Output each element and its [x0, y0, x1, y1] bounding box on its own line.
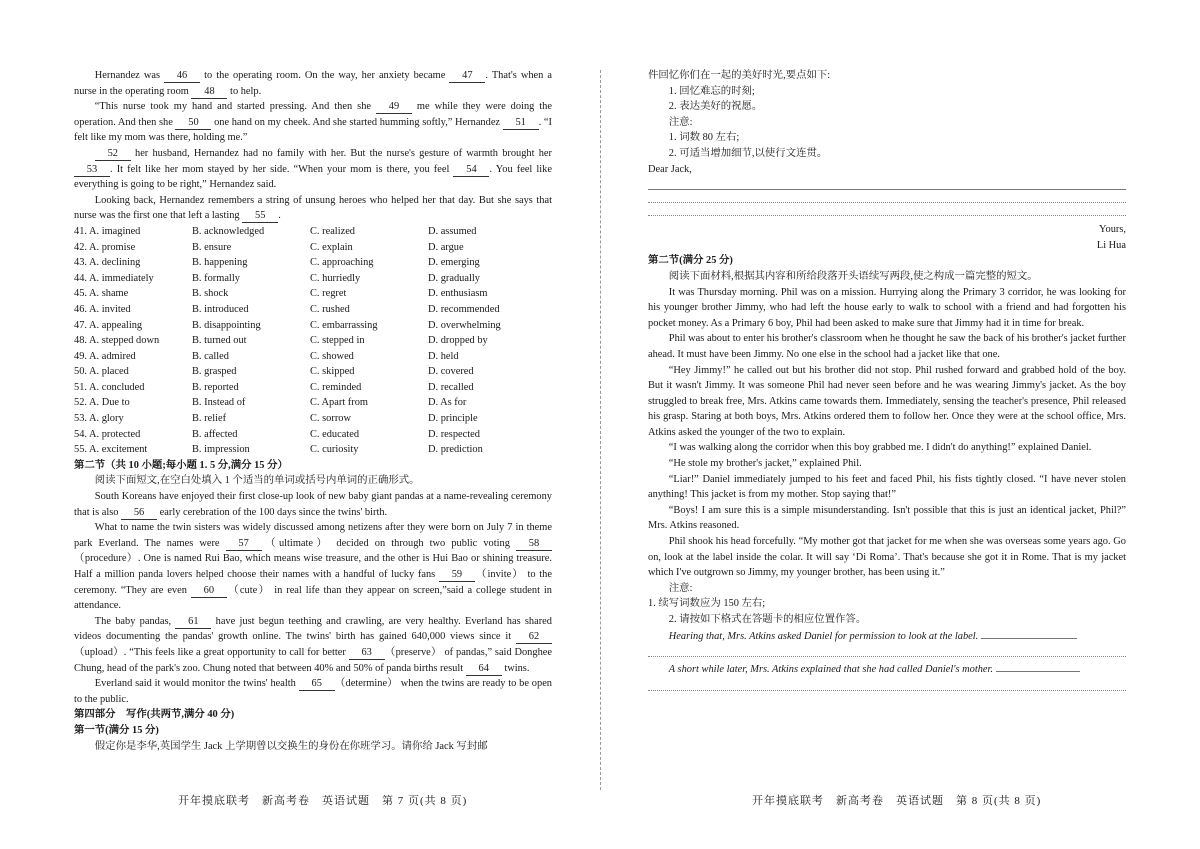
cloze-paragraph	[74, 68, 552, 99]
story-paragraph: “I was walking along the corridor when this boy grabbed me. I didn't do anything!” explained Daniel.	[668, 442, 1092, 454]
option-choice: D. respected	[428, 428, 480, 440]
option-choice: 46. A. invited	[74, 303, 131, 315]
writing-line	[996, 661, 1080, 672]
option-row	[74, 427, 552, 443]
paragraph-text: one hand on my cheek. And she started humming softly,” Hernandez	[211, 116, 503, 128]
paragraph-text: South Koreans have enjoyed their first close-up look of new baby giant pandas at a name-revealing ceremony that is also	[74, 491, 552, 518]
option-choice: C. explain	[310, 241, 353, 253]
option-choice: D. principle	[428, 413, 478, 425]
option-row	[74, 318, 552, 334]
paragraph-text: her husband, Hernandez had no family with her. But the nurse's gesture of warmth brought her	[130, 147, 552, 159]
note-label: 注意:	[668, 582, 693, 594]
blank-number: 62	[516, 631, 552, 644]
option-choice: 51. A. concluded	[74, 381, 145, 393]
option-choice: B. relief	[192, 413, 227, 425]
section-heading: 第二节(满分 25 分)	[648, 255, 733, 267]
grammar-paragraph	[74, 489, 552, 520]
option-choice: 42. A. promise	[74, 241, 136, 253]
part-heading: 第四部分 写作(共两节,满分 40 分)	[74, 709, 235, 721]
paragraph-text: （cute） in real life than they appear on screen,”said a college student in attendance.	[74, 584, 552, 612]
note-label: 注意:	[668, 116, 693, 128]
option-choice: B. turned out	[192, 335, 247, 347]
option-choice: B. happening	[192, 257, 248, 269]
option-choice: B. grasped	[192, 366, 237, 378]
option-choice: B. acknowledged	[192, 225, 265, 237]
option-row	[74, 240, 552, 256]
blank-number: 52	[95, 148, 131, 161]
option-choice: C. regret	[310, 288, 347, 300]
letter-greeting: Dear Jack,	[648, 163, 692, 175]
option-choice: C. curiosity	[310, 444, 359, 456]
right-page-column	[648, 68, 1126, 691]
section-instruction: 阅读下面材料,根据其内容和所给段落开头语续写两段,使之构成一篇完整的短文。	[668, 270, 1038, 282]
blank-number: 65	[299, 678, 335, 691]
story-paragraph: It was Thursday morning. Phil was on a mission. Hurrying along the Primary 3 corridor, he was looking for his younger brother Jimmy, who had left the house early to walk to school with a friend and had forgotten his pocket money. As a Primary 6 boy, Phil had been asked to make sure that Jimmy had it in time for break.	[648, 286, 1126, 329]
page-divider	[600, 70, 601, 790]
writing-point: 1. 回忆难忘的时刻;	[668, 85, 755, 97]
option-choice: B. shock	[192, 288, 229, 300]
option-row	[74, 255, 552, 271]
page-footer-left: 开年摸底联考 新高考卷 英语试题 第 7 页(共 8 页)	[178, 795, 468, 807]
page-footer-right: 开年摸底联考 新高考卷 英语试题 第 8 页(共 8 页)	[752, 795, 1042, 807]
option-row	[74, 411, 552, 427]
paragraph-text: What to name the twin sisters was widely discussed among netizens after they were born on July 7 in theme park Everland. The names were	[74, 522, 552, 549]
blank-number: 54	[453, 164, 489, 177]
paragraph-text: . That's when a nurse in the operating room	[74, 70, 552, 97]
note-item: 1. 续写词数应为 150 左右;	[648, 598, 766, 610]
cloze-paragraph	[74, 99, 552, 146]
writing-line	[648, 678, 1126, 691]
option-choice: 41. A. imagined	[74, 225, 141, 237]
writing-line	[648, 644, 1126, 657]
note-item: 1. 词数 80 左右;	[668, 132, 740, 144]
paragraph-text: （preserve） of pandas,” said Donghee Chung, head of the park's zoo. Chung noted that between 40% and 50% of panda births result	[74, 646, 552, 674]
option-choice: D. argue	[428, 241, 464, 253]
paragraph-text: me while they were doing the operation. And then she	[74, 101, 552, 128]
letter-signature: Li Hua	[1096, 239, 1126, 251]
option-choice: 44. A. immediately	[74, 272, 154, 284]
option-choice: C. reminded	[310, 381, 362, 393]
option-choice: C. rushed	[310, 303, 350, 315]
option-choice: D. enthusiasm	[428, 288, 488, 300]
option-row	[74, 364, 552, 380]
option-choice: B. reported	[192, 381, 239, 393]
option-choice: B. introduced	[192, 303, 249, 315]
blank-number: 59	[439, 569, 475, 582]
option-row	[74, 333, 552, 349]
writing-instruction-cont: 件回忆你们在一起的美好时光,要点如下:	[648, 70, 831, 81]
option-choice: D. As for	[428, 397, 467, 409]
continuation-start-2	[648, 661, 1126, 678]
blank-number: 48	[191, 86, 227, 99]
cloze-options	[74, 224, 552, 458]
story-paragraph: “Boys! I am sure this is a simple misunderstanding. Isn't possible that this is just an identical jacket, Phil?” Mrs. Atkins reasoned.	[648, 504, 1126, 532]
option-choice: B. ensure	[192, 241, 232, 253]
blank-number: 64	[466, 663, 502, 676]
blank-number: 46	[164, 70, 200, 83]
section-heading: 第二节（共 10 小题;每小题 1. 5 分,满分 15 分）	[74, 459, 288, 471]
option-choice: B. impression	[192, 444, 250, 456]
blank-number: 50	[175, 117, 211, 130]
paragraph-text: （procedure）. One is named Rui Bao, which means wise treasure, and the other is Hui Bao or shining treasure. Half a million panda lovers helped choose their names with a handful of lucky fans	[74, 553, 552, 580]
paragraph-text: to the operating room. On the way, her anxiety became	[200, 70, 450, 81]
option-choice: D. recommended	[428, 303, 500, 315]
option-choice: C. Apart from	[310, 397, 369, 409]
option-choice: B. Instead of	[192, 397, 246, 409]
note-item: 2. 可适当增加细节,以使行文连贯。	[668, 147, 828, 159]
option-choice: B. disappointing	[192, 319, 261, 331]
option-choice: 54. A. protected	[74, 428, 141, 440]
option-choice: C. realized	[310, 225, 356, 237]
letter-closing: Yours,	[1099, 224, 1126, 236]
writing-line	[648, 190, 1126, 203]
option-choice: C. hurriedly	[310, 272, 361, 284]
option-choice: 47. A. appealing	[74, 319, 143, 331]
paragraph-text: （determine） when the twins are ready to be open to the public.	[74, 678, 552, 705]
option-choice: C. showed	[310, 350, 354, 362]
option-choice: B. formally	[192, 272, 240, 284]
option-choice: D. gradually	[428, 272, 480, 284]
grammar-paragraph	[74, 520, 552, 614]
paragraph-text: . You feel like everything is going to be right,” Hernandez said.	[74, 163, 552, 191]
blank-number: 56	[121, 507, 157, 520]
paragraph-text: have just begun teething and crawling, are very healthy. Everland has shared videos documenting the pandas' growth online. The twins' birth has gained 640,000 views since it	[74, 615, 552, 643]
left-page-column	[74, 68, 552, 754]
option-choice: D. overwhelming	[428, 319, 501, 331]
paragraph-text: early cerebration of the 100 days since the twins' birth.	[157, 506, 388, 518]
blank-number: 49	[376, 101, 412, 114]
section-instruction: 阅读下面短文,在空白处填入 1 个适当的单词或括号内单词的正确形式。	[94, 475, 420, 487]
continuation-start-1	[648, 628, 1126, 645]
cloze-paragraph	[74, 146, 552, 193]
option-row	[74, 349, 552, 365]
option-choice: C. skipped	[310, 366, 355, 378]
option-choice: 48. A. stepped down	[74, 335, 160, 347]
grammar-paragraph	[74, 614, 552, 676]
note-item: 2. 请按如下格式在答题卡的相应位置作答。	[668, 614, 867, 625]
option-choice: 43. A. declining	[74, 257, 141, 269]
option-row	[74, 271, 552, 287]
blank-number: 57	[226, 538, 262, 551]
story-paragraph: “Hey Jimmy!” he called out but his brother did not stop. Phil rushed forward and grabbed hold of the boy. But it wasn't Jimmy. It was someone Phil had never seen before and he was wearing Jimmy's jacket. As the boy struggled to break free, Mrs. Atkins came towards them. Immediately, sensing the teacher's presence, Phil released his grasp. Staring at both boys, Mrs. Atkins ordered them to follow her. Once they were at the school office, Mrs. Atkins asked the younger of the two to explain.	[648, 364, 1126, 438]
blank-number: 60	[191, 585, 227, 598]
option-choice: 45. A. shame	[74, 288, 129, 300]
option-choice: 50. A. placed	[74, 366, 129, 378]
option-choice: 53. A. glory	[74, 413, 124, 425]
option-row	[74, 395, 552, 411]
option-choice: D. covered	[428, 366, 474, 378]
cloze-paragraph	[74, 193, 552, 224]
option-choice: D. assumed	[428, 225, 477, 237]
paragraph-text: The baby pandas,	[94, 615, 176, 627]
paragraph-text: . It felt like her mom stayed by her side. “When your mom is there, you feel	[110, 163, 454, 175]
option-choice: 55. A. excitement	[74, 444, 148, 456]
option-choice: D. recalled	[428, 381, 474, 393]
option-row	[74, 302, 552, 318]
option-choice: D. emerging	[428, 257, 480, 269]
option-row	[74, 380, 552, 396]
option-choice: 52. A. Due to	[74, 397, 130, 409]
blank-number: 55	[242, 210, 278, 223]
section-heading: 第一节(满分 15 分)	[74, 724, 159, 736]
paragraph-text: （ultimate） decided on through two public voting	[261, 537, 516, 549]
writing-line	[648, 177, 1126, 190]
paragraph-text: “This nurse took my hand and started pressing. And then she	[94, 101, 376, 113]
paragraph-text: Everland said it would monitor the twins' health	[94, 678, 299, 690]
paragraph-text: （upload）. “This feels like a great opportunity to call for better	[74, 646, 349, 658]
writing-point: 2. 表达美好的祝愿。	[668, 101, 763, 113]
story-paragraph: Phil was about to enter his brother's classroom when he thought he saw the back of his brother's jacket further ahead. It must have been Jimmy. No one else in the school had a jacket like that one.	[648, 333, 1126, 360]
paragraph-text: to help.	[227, 85, 262, 97]
option-choice: 49. A. admired	[74, 350, 136, 362]
option-row	[74, 286, 552, 302]
paragraph-text: （invite） to the ceremony. “They are even	[74, 569, 552, 596]
blank-number: 58	[516, 538, 552, 551]
blank-number: 47	[449, 70, 485, 83]
blank-number: 63	[349, 647, 385, 660]
paragraph-text: . “I felt like my mom was there, holding me.”	[74, 116, 552, 144]
option-choice: C. stepped in	[310, 335, 365, 347]
option-choice: C. embarrassing	[310, 319, 378, 331]
grammar-paragraph	[74, 676, 552, 707]
blank-number: 53	[74, 164, 110, 177]
paragraph-text: twins.	[501, 662, 530, 674]
story-paragraph: “Liar!” Daniel immediately jumped to his feet and faced Phil, his fists tightly closed. “I have never stolen anything! This jacket is from my mother. Stop saying that!”	[648, 473, 1126, 501]
option-row	[74, 442, 552, 458]
option-choice: D. dropped by	[428, 335, 488, 347]
blank-number: 51	[503, 117, 539, 130]
writing-line	[981, 628, 1077, 639]
option-choice: C. educated	[310, 428, 360, 440]
continuation-start-text: A short while later, Mrs. Atkins explained that she had called Daniel's mother.	[668, 664, 994, 676]
option-choice: C. sorrow	[310, 413, 351, 425]
option-choice: D. prediction	[428, 444, 483, 456]
option-choice: D. held	[428, 350, 459, 362]
story-paragraph: “He stole my brother's jacket,” explained Phil.	[668, 458, 862, 470]
writing-instruction: 假定你是李华,英国学生 Jack 上学期曾以交换生的身份在你班学习。请你给 Jack 写封邮	[94, 740, 488, 752]
writing-line	[648, 203, 1126, 216]
paragraph-text: Looking back, Hernandez remembers a string of unsung heroes who helped her that day. But she says that nurse was the first one that left a lasting	[74, 194, 552, 222]
option-row	[74, 224, 552, 240]
paragraph-text: Hernandez was	[94, 70, 165, 81]
story-paragraph: Phil shook his head forcefully. “My mother got that jacket for me when she was overseas some years ago. Go on, look at the label inside the colar. It will say ‘Di Roma’. That's because she got it in Rome. That is my jacket which I've outgrown so Jimmy, my younger brother, has been using it.”	[648, 536, 1126, 579]
option-choice: B. called	[192, 350, 229, 362]
option-choice: C. approaching	[310, 257, 374, 269]
option-choice: B. affected	[192, 428, 238, 440]
continuation-start-text: Hearing that, Mrs. Atkins asked Daniel for permission to look at the label.	[668, 630, 979, 642]
blank-number: 61	[175, 616, 211, 629]
paragraph-text: .	[278, 210, 281, 222]
